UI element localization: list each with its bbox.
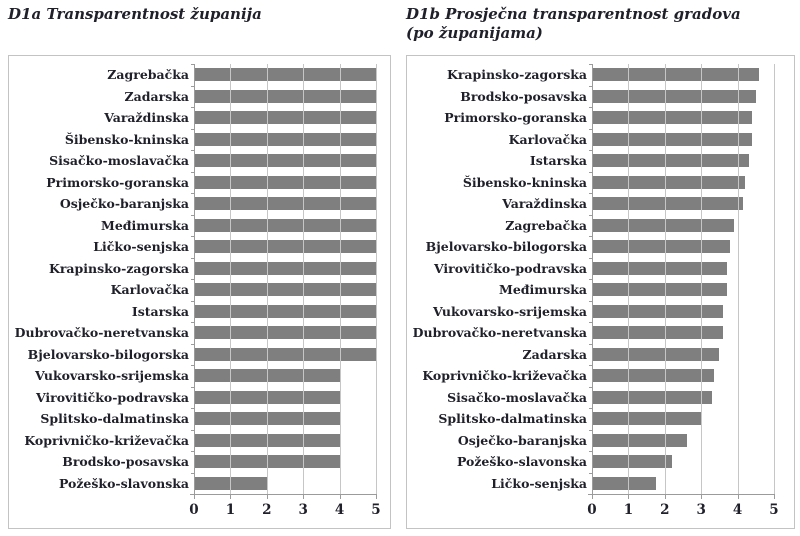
bar [194, 262, 376, 275]
bar [592, 262, 727, 275]
y-axis-tick [191, 322, 195, 323]
x-axis-line [190, 494, 377, 495]
x-axis-tick [701, 495, 702, 499]
bar-row [407, 408, 774, 430]
bar-row [9, 172, 376, 194]
y-axis-tick [589, 150, 593, 151]
y-axis-tick [191, 473, 195, 474]
bar [592, 412, 701, 425]
x-tick-label: 5 [371, 502, 381, 518]
category-label: Primorsko-goranska [444, 110, 587, 126]
bar-row [9, 150, 376, 172]
bar [592, 348, 719, 361]
bar-row [407, 129, 774, 151]
category-label: Varaždinska [502, 196, 587, 212]
category-label: Međimurska [101, 217, 189, 233]
bar-track [194, 283, 376, 296]
category-label: Istarska [131, 303, 189, 319]
y-axis-tick [589, 408, 593, 409]
bar-track [592, 219, 774, 232]
category-label: Međimurska [499, 282, 587, 298]
bar-row [407, 172, 774, 194]
bar [194, 326, 376, 339]
bar-row [9, 107, 376, 129]
bar-row [407, 193, 774, 215]
bar-track [194, 111, 376, 124]
bar-row [407, 322, 774, 344]
category-label: Požeško-slavonska [58, 475, 189, 491]
bar-track [592, 391, 774, 404]
bar [592, 305, 723, 318]
bar-row [407, 451, 774, 473]
bar-row [407, 258, 774, 280]
bar-row [9, 473, 376, 495]
category-label: Splitsko-dalmatinska [438, 411, 587, 427]
y-axis-tick [191, 86, 195, 87]
bar-row [407, 301, 774, 323]
bar [194, 90, 376, 103]
bar-track [194, 68, 376, 81]
x-tick-label: 3 [696, 502, 706, 518]
y-axis-tick [191, 387, 195, 388]
y-axis-tick [191, 215, 195, 216]
bar [194, 348, 376, 361]
y-axis-tick [589, 279, 593, 280]
bar [592, 455, 672, 468]
bar-track [194, 90, 376, 103]
bar-row [9, 301, 376, 323]
x-tick-label: 2 [660, 502, 670, 518]
y-axis-tick [191, 107, 195, 108]
bar [592, 154, 749, 167]
category-label: Dubrovačko-neretvanska [14, 325, 189, 341]
bar-row [407, 86, 774, 108]
bar-track [592, 348, 774, 361]
bar-track [194, 305, 376, 318]
y-axis-tick [191, 129, 195, 130]
bar [194, 391, 340, 404]
y-axis-tick [191, 344, 195, 345]
category-label: Splitsko-dalmatinska [40, 411, 189, 427]
x-axis-tick [738, 495, 739, 499]
bar [194, 68, 376, 81]
category-label: Vukovarsko-srijemska [432, 303, 587, 319]
bar [592, 111, 752, 124]
chart-title-right [406, 5, 794, 43]
bar [194, 283, 376, 296]
x-axis-tick [267, 495, 268, 499]
bar-track [592, 68, 774, 81]
bar-track [592, 477, 774, 490]
x-tick-label: 4 [334, 502, 345, 518]
bar-track [592, 412, 774, 425]
y-axis-tick [191, 172, 195, 173]
bar-track [592, 197, 774, 210]
bar [194, 305, 376, 318]
x-tick-label: 3 [298, 502, 308, 518]
category-label: Zadarska [522, 346, 587, 362]
bar-track [194, 434, 376, 447]
category-label: Požeško-slavonska [456, 454, 587, 470]
bar-row [407, 236, 774, 258]
x-axis-tick [628, 495, 629, 499]
x-tick-label: 1 [623, 502, 634, 518]
bar-row [9, 215, 376, 237]
bar-track [592, 283, 774, 296]
bar [592, 283, 727, 296]
bar-track [592, 455, 774, 468]
x-axis-labels [189, 502, 381, 522]
bar [194, 176, 376, 189]
bar-row [407, 430, 774, 452]
category-label: Ličko-senjska [491, 475, 587, 491]
x-tick-label: 4 [732, 502, 743, 518]
bar-track [592, 154, 774, 167]
bar [592, 133, 752, 146]
y-axis-tick [589, 86, 593, 87]
category-label: Koprivničko-križevačka [24, 432, 189, 448]
y-axis-tick [589, 129, 593, 130]
bar-track [592, 90, 774, 103]
bar-row [9, 451, 376, 473]
bar-row [407, 387, 774, 409]
bar [194, 197, 376, 210]
category-label: Šibensko-kninska [64, 131, 189, 147]
bar [592, 219, 734, 232]
chart-title-line: D1b Prosječna transparentnost gradova [406, 5, 741, 23]
category-label: Varaždinska [104, 110, 189, 126]
bar [592, 369, 714, 382]
bar-track [592, 434, 774, 447]
y-axis-tick [589, 301, 593, 302]
category-label: Zadarska [124, 88, 189, 104]
gridline [774, 64, 775, 494]
y-axis-tick [191, 408, 195, 409]
y-axis-tick [589, 193, 593, 194]
bar-track [194, 455, 376, 468]
category-label: Karlovačka [110, 282, 189, 298]
x-axis-tick [774, 495, 775, 499]
x-axis-line [588, 494, 775, 495]
bar [592, 176, 745, 189]
bar-track [194, 133, 376, 146]
y-axis-tick [191, 279, 195, 280]
bar [194, 434, 340, 447]
x-tick-label: 5 [769, 502, 779, 518]
bar-row [9, 258, 376, 280]
bar-track [592, 240, 774, 253]
bar-track [194, 262, 376, 275]
y-axis-tick [589, 387, 593, 388]
y-axis-tick [191, 236, 195, 237]
bar-track [194, 391, 376, 404]
y-axis-tick [589, 236, 593, 237]
bar-track [194, 412, 376, 425]
bar [194, 369, 340, 382]
y-axis-tick [589, 215, 593, 216]
y-axis-tick [191, 193, 195, 194]
bar-track [592, 111, 774, 124]
category-label: Koprivničko-križevačka [422, 368, 587, 384]
bar-row [9, 64, 376, 86]
x-axis-tick [376, 495, 377, 499]
bar [194, 133, 376, 146]
bar-track [592, 262, 774, 275]
x-tick-label: 0 [189, 502, 199, 518]
bar [194, 219, 376, 232]
bar [194, 477, 267, 490]
category-label: Istarska [529, 153, 587, 169]
x-axis-tick [340, 495, 341, 499]
bar [592, 68, 759, 81]
x-axis-tick [303, 495, 304, 499]
y-axis-tick [589, 64, 593, 65]
bar-row [9, 86, 376, 108]
bar-row [407, 344, 774, 366]
bar-row [9, 344, 376, 366]
bar-row [407, 473, 774, 495]
bar-row [9, 236, 376, 258]
bar-track [194, 176, 376, 189]
x-tick-label: 2 [262, 502, 272, 518]
bar-row [407, 64, 774, 86]
category-label: Zagrebačka [107, 67, 189, 83]
category-label: Osječko-baranjska [59, 196, 189, 212]
y-axis-tick [589, 451, 593, 452]
bar-track [592, 369, 774, 382]
bar-track [194, 219, 376, 232]
bar-row [9, 129, 376, 151]
bar-track [194, 477, 376, 490]
bar-track [592, 305, 774, 318]
bar [592, 326, 723, 339]
category-label: Sisačko-moslavačka [447, 389, 587, 405]
bar-track [592, 133, 774, 146]
chart-panel-counties [8, 55, 391, 529]
y-axis-tick [589, 107, 593, 108]
bar-track [194, 154, 376, 167]
y-axis-tick [191, 365, 195, 366]
bar [592, 477, 656, 490]
bar-row [9, 322, 376, 344]
category-label: Bjelovarsko-bilogorska [425, 239, 587, 255]
y-axis-tick [191, 150, 195, 151]
bar-row [407, 150, 774, 172]
category-label: Karlovačka [508, 131, 587, 147]
x-axis-tick [665, 495, 666, 499]
bar [592, 391, 712, 404]
bar [194, 240, 376, 253]
x-axis-tick [592, 495, 593, 499]
bar [194, 111, 376, 124]
bar [194, 455, 340, 468]
y-axis-tick [589, 322, 593, 323]
y-axis-tick [191, 301, 195, 302]
gridline [376, 64, 377, 494]
bar [592, 434, 687, 447]
y-axis-tick [191, 64, 195, 65]
category-label: Krapinsko-zagorska [446, 67, 587, 83]
bar-row [9, 430, 376, 452]
category-label: Ličko-senjska [93, 239, 189, 255]
bar-track [194, 369, 376, 382]
bar-row [407, 279, 774, 301]
chart-title-line: D1a Transparentnost županija [8, 5, 262, 23]
category-label: Krapinsko-zagorska [48, 260, 189, 276]
category-label: Primorsko-goranska [46, 174, 189, 190]
bar-row [9, 193, 376, 215]
bar-track [592, 176, 774, 189]
y-axis-tick [589, 258, 593, 259]
category-label: Brodsko-posavska [62, 454, 189, 470]
y-axis-tick [589, 365, 593, 366]
y-axis-tick [589, 473, 593, 474]
y-axis-tick [589, 430, 593, 431]
bar-row [407, 107, 774, 129]
bar-track [194, 240, 376, 253]
bar-row [407, 215, 774, 237]
category-label: Šibensko-kninska [462, 174, 587, 190]
category-label: Virovitičko-podravska [433, 260, 587, 276]
bar [194, 412, 340, 425]
bar-track [194, 326, 376, 339]
category-label: Dubrovačko-neretvanska [412, 325, 587, 341]
bar-row [9, 387, 376, 409]
bar [592, 90, 756, 103]
y-axis-tick [191, 451, 195, 452]
x-axis-tick [194, 495, 195, 499]
bar-row [9, 365, 376, 387]
y-axis-tick [191, 258, 195, 259]
bar-track [194, 348, 376, 361]
category-label: Sisačko-moslavačka [49, 153, 189, 169]
x-axis-labels [587, 502, 779, 522]
bar-track [194, 197, 376, 210]
category-label: Vukovarsko-srijemska [34, 368, 189, 384]
chart-title-line: (po županijama) [406, 24, 543, 42]
bar-track [592, 326, 774, 339]
x-tick-label: 0 [587, 502, 597, 518]
y-axis-tick [191, 430, 195, 431]
bar [592, 197, 743, 210]
bar-row [9, 408, 376, 430]
y-axis-tick [589, 172, 593, 173]
y-axis-tick [589, 344, 593, 345]
bar [592, 240, 730, 253]
category-label: Bjelovarsko-bilogorska [27, 346, 189, 362]
category-label: Osječko-baranjska [457, 432, 587, 448]
category-label: Zagrebačka [505, 217, 587, 233]
x-tick-label: 1 [225, 502, 236, 518]
category-label: Brodsko-posavska [460, 88, 587, 104]
chart-title-left [8, 5, 388, 24]
x-axis-tick [230, 495, 231, 499]
bar-row [407, 365, 774, 387]
bar-row [9, 279, 376, 301]
chart-panel-cities [406, 55, 795, 529]
bar [194, 154, 376, 167]
category-label: Virovitičko-podravska [35, 389, 189, 405]
